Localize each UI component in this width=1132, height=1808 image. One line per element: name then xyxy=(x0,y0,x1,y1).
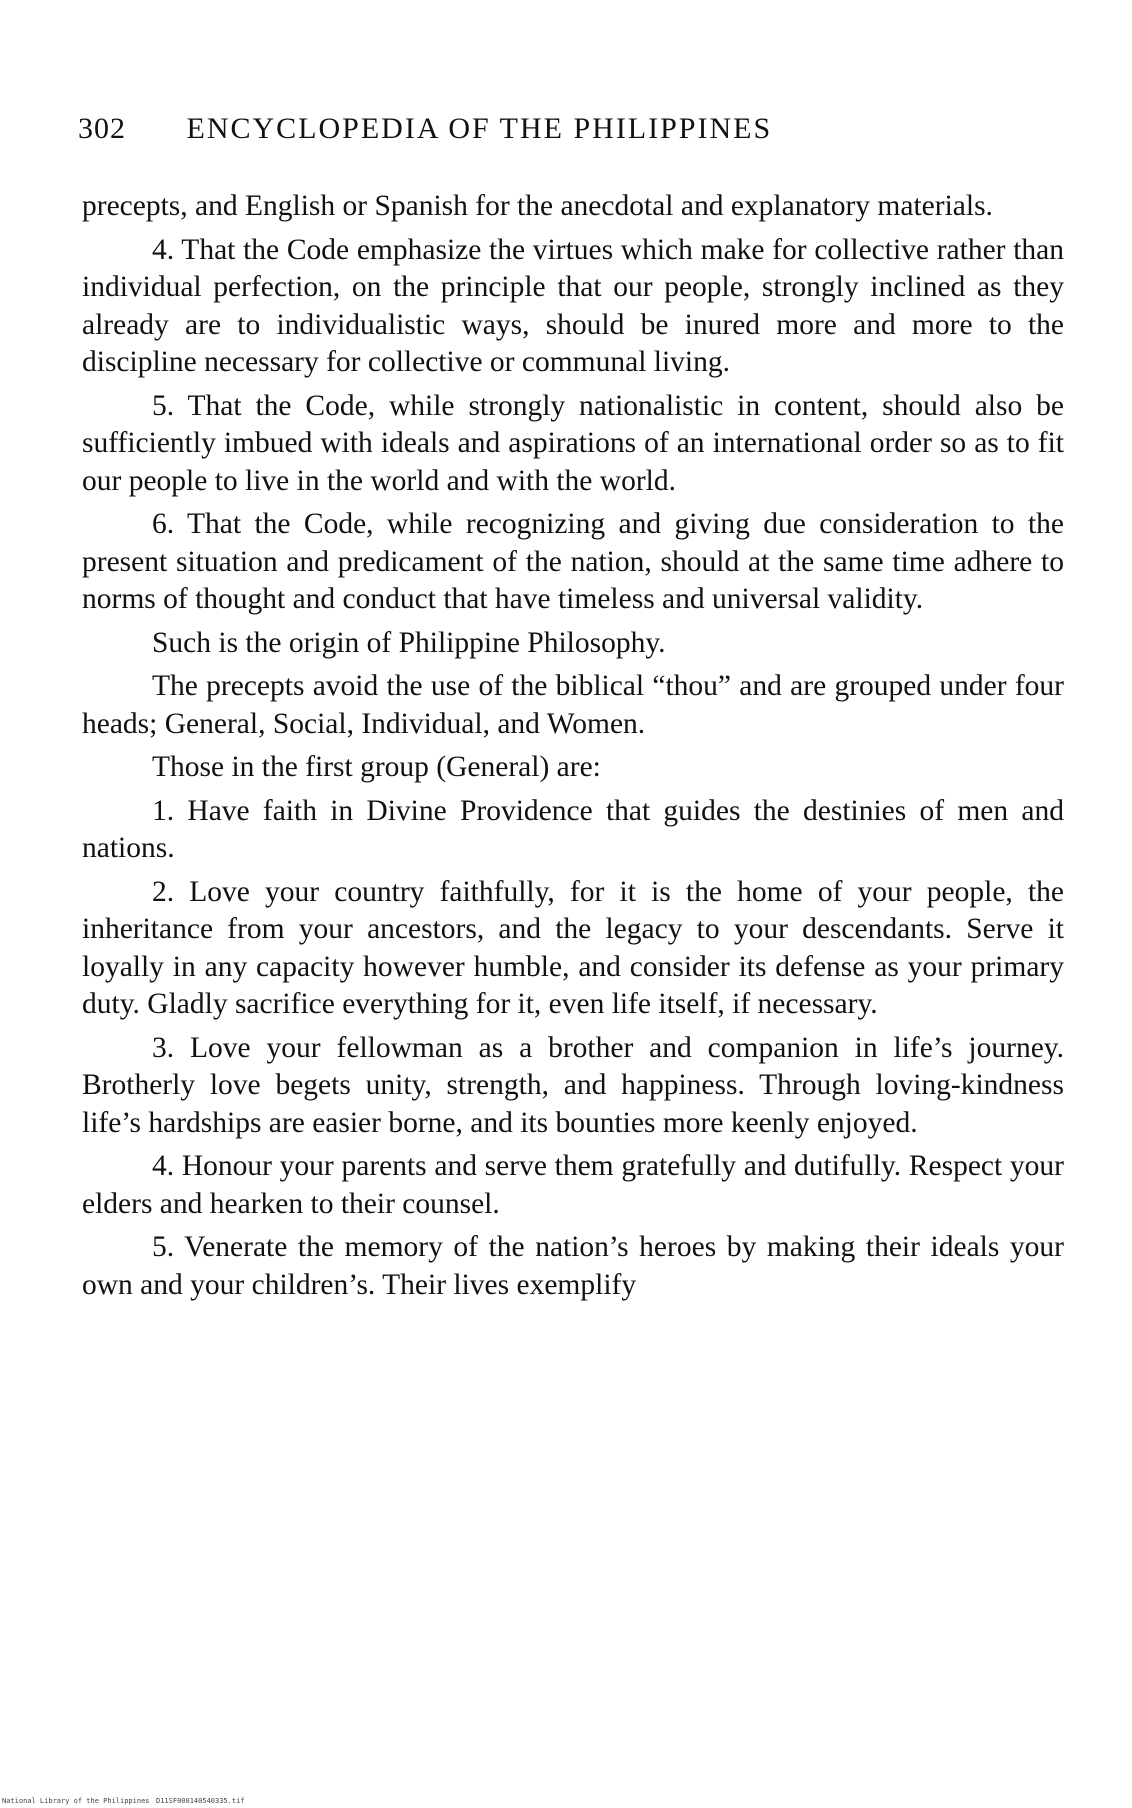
footer-file-id: D11SF000140540335.tif xyxy=(156,1797,245,1805)
scan-footer xyxy=(0,1796,1132,1808)
precept-5: 5. Venerate the memory of the nation’s heroes by making their ideals your own and your children’s. Their lives exemplify xyxy=(82,1231,1064,1301)
precept-1: 1. Have faith in Divine Providence that guides the destinies of men and nations. xyxy=(82,794,1064,864)
paragraph-precepts-groups: The precepts avoid the use of the biblical “thou” and are grouped under four heads; General, Social, Individual, and Women. xyxy=(82,670,1064,740)
paragraph-code-point-4: 4. That the Code emphasize the virtues which make for collective rather than individual perfection, on the principle that our people, strongly inclined as they already are to individualistic ways, should be inured more and more to the discipline necessary for collective or communal living. xyxy=(82,233,1064,378)
precept-2: 2. Love your country faithfully, for it is the home of your people, the inheritance from your ancestors, and the legacy to your descendants. Serve it loyally in any capacity however humble, and consider its defense as your primary duty. Gladly sacrifice everything for it, even life itself, if necessary. xyxy=(82,875,1064,1020)
paragraph-code-point-5: 5. That the Code, while strongly nationalistic in content, should also be sufficiently imbued with ideals and aspirations of an international order so as to fit our people to live in the world and with the world. xyxy=(82,389,1064,497)
page-header xyxy=(78,112,1058,152)
paragraph-origin: Such is the origin of Philippine Philosophy. xyxy=(152,626,666,659)
body-text xyxy=(82,188,1064,1310)
running-head: ENCYCLOPEDIA OF THE PHILIPPINES xyxy=(186,112,773,145)
footer-source: National Library of the Philippines xyxy=(2,1797,150,1805)
page-number: 302 xyxy=(78,112,126,145)
precept-3: 3. Love your fellowman as a brother and companion in life’s journey. Brotherly love begets unity, strength, and happiness. Through loving-kindness life’s hardships are easier borne, and its bounties more keenly enjoyed. xyxy=(82,1031,1064,1139)
precept-4: 4. Honour your parents and serve them gratefully and dutifully. Respect your elders and hearken to their counsel. xyxy=(82,1150,1064,1220)
paragraph-continuation: precepts, and English or Spanish for the anecdotal and explanatory materials. xyxy=(82,190,993,222)
paragraph-first-group-intro: Those in the first group (General) are: xyxy=(152,751,601,783)
paragraph-code-point-6: 6. That the Code, while recognizing and giving due consideration to the present situation and predicament of the nation, should at the same time adhere to norms of thought and conduct that have timeless and universal validity. xyxy=(82,508,1064,615)
